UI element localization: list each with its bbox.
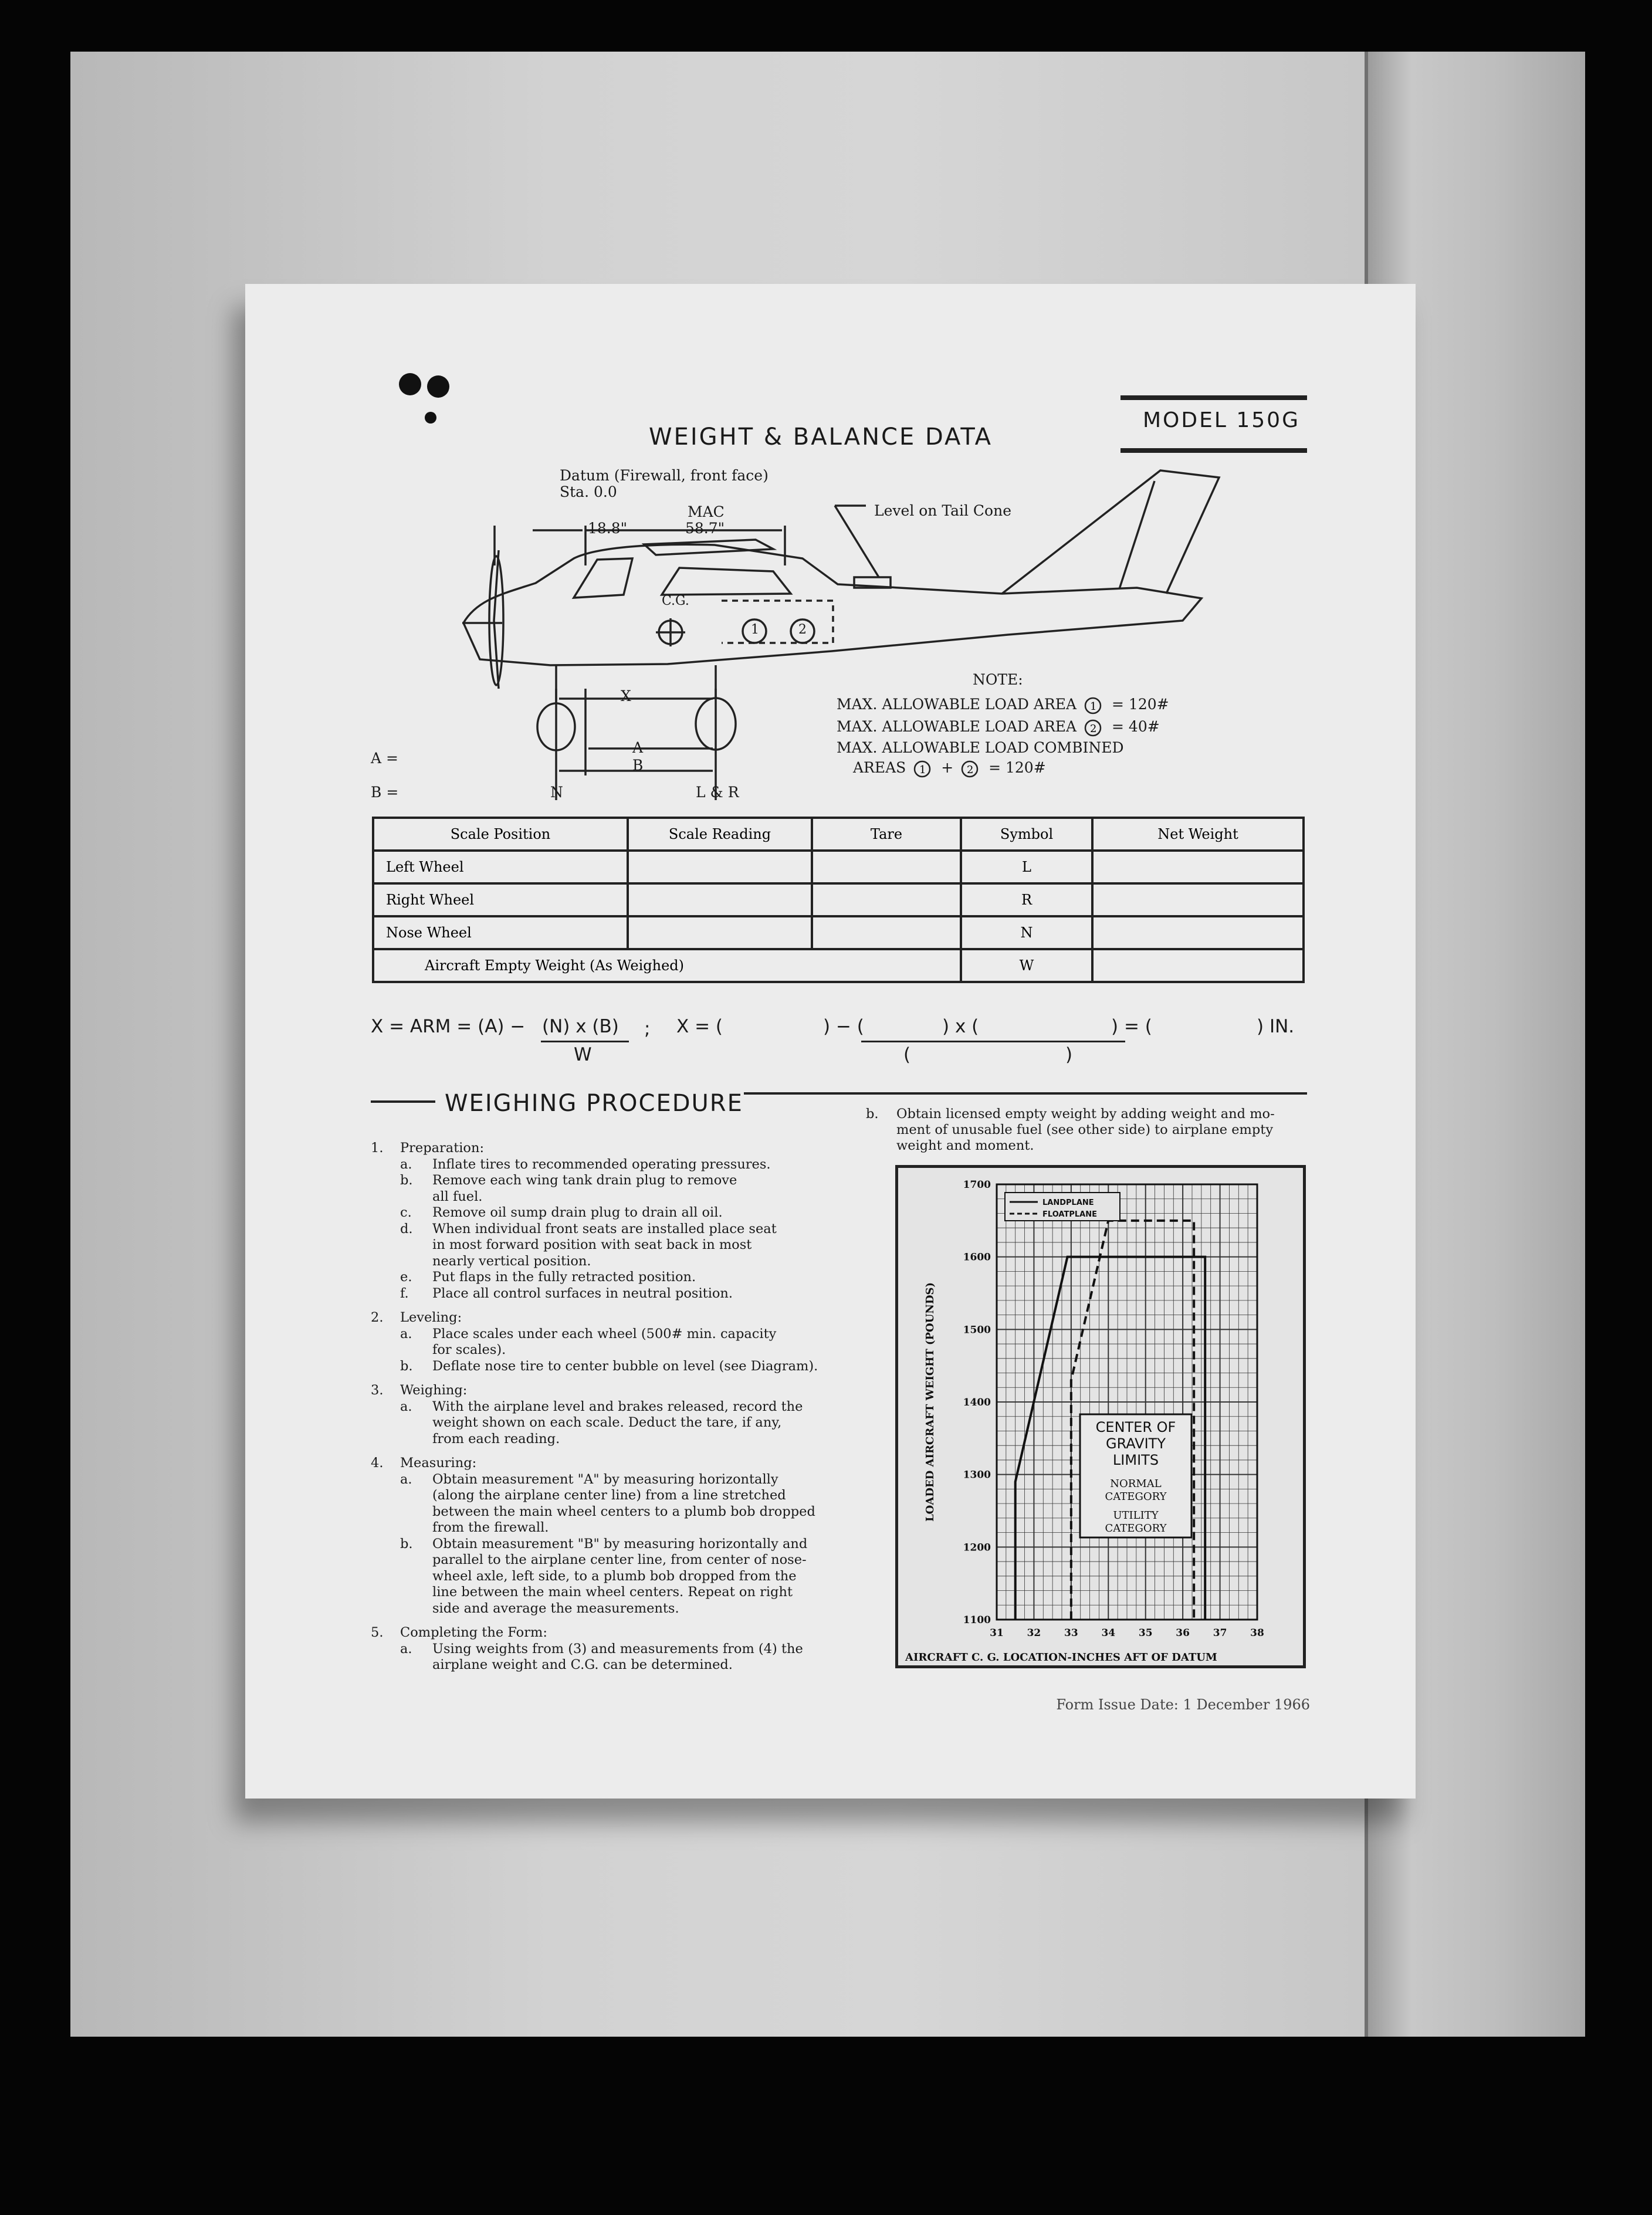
row-symbol: R: [961, 883, 1092, 916]
lr-label: L & R: [696, 784, 739, 801]
step-text: (along the airplane center line) from a line stretched: [432, 1488, 786, 1503]
step-text: wheel axle, left side, to a plumb bob dropped from the: [432, 1568, 797, 1584]
col-scale-reading: Scale Reading: [628, 818, 812, 851]
step-b-line: Obtain licensed empty weight by adding weight and mo-: [896, 1106, 1275, 1122]
formula-numerator: (N) x (B): [542, 1016, 619, 1037]
model-label: MODEL 150G: [1143, 408, 1300, 432]
total-symbol: W: [961, 949, 1092, 982]
step-text: Inflate tires to recommended operating pressures.: [432, 1156, 771, 1172]
tare-cell[interactable]: [812, 851, 961, 883]
formula-separator: ;: [644, 1018, 651, 1039]
step-text: Place scales under each wheel (500# min. capacity: [432, 1326, 777, 1342]
x-tick-label: 32: [1027, 1627, 1041, 1639]
step-text: Weighing:: [400, 1383, 468, 1398]
table-header-row: [373, 818, 1304, 851]
x-label: X: [621, 687, 631, 705]
b-label: B: [632, 757, 644, 774]
area-1-label: 1: [751, 622, 759, 637]
scale-reading-cell[interactable]: [628, 851, 812, 883]
step-number: a.: [400, 1398, 412, 1414]
cg-title-line: GRAVITY: [1106, 1435, 1166, 1452]
x-tick-label: 34: [1101, 1627, 1116, 1639]
net-weight-cell[interactable]: [1092, 883, 1304, 916]
x-tick-label: 38: [1250, 1627, 1264, 1639]
note-heading: NOTE:: [973, 671, 1023, 688]
step-number: 2.: [371, 1310, 384, 1325]
cg-limits-chart: [895, 1165, 1306, 1668]
a-field: A =: [371, 750, 398, 767]
x-tick-label: 36: [1176, 1627, 1190, 1639]
y-tick-label: 1200: [963, 1542, 991, 1554]
row-symbol: L: [961, 851, 1092, 883]
scale-reading-cell[interactable]: [628, 883, 812, 916]
airplane-diagram: [245, 284, 1416, 812]
step-number: f.: [400, 1285, 409, 1301]
note-line4: AREAS 1 + 2 = 120#: [853, 759, 1046, 776]
y-tick-label: 1700: [963, 1179, 991, 1191]
x-axis-label: AIRCRAFT C. G. LOCATION-INCHES AFT OF DATUM: [905, 1651, 1217, 1664]
table-row: [373, 916, 1304, 949]
step-number: b.: [400, 1536, 413, 1552]
step-number: a.: [400, 1156, 412, 1172]
net-weight-cell[interactable]: [1092, 851, 1304, 883]
legend-label: LANDPLANE: [1042, 1198, 1094, 1207]
table-total-row: [373, 949, 1304, 982]
step-text: Completing the Form:: [400, 1625, 547, 1640]
step-text: Deflate nose tire to center bubble on level (see Diagram).: [432, 1358, 818, 1374]
fraction-bar: [861, 1041, 1125, 1042]
datum-station: Sta. 0.0: [560, 483, 617, 500]
step-text: Measuring:: [400, 1455, 477, 1471]
formula-denominator: W: [574, 1044, 592, 1065]
step-text: side and average the measurements.: [432, 1600, 679, 1616]
svg-text:1: 1: [919, 763, 926, 776]
step-text: for scales).: [432, 1342, 506, 1357]
fraction-bar: [541, 1041, 629, 1042]
utility-category-label: CATEGORY: [1105, 1522, 1167, 1535]
step-text: Put flaps in the fully retracted position.: [432, 1269, 696, 1285]
col-scale-position: Scale Position: [373, 818, 628, 851]
divider: [744, 1092, 1307, 1095]
cg-title-line: LIMITS: [1112, 1452, 1159, 1468]
step-number: a.: [400, 1326, 412, 1342]
formula-equals: ) = (: [1111, 1016, 1152, 1037]
step-number: 4.: [371, 1455, 384, 1471]
step-number: b.: [400, 1358, 413, 1374]
total-label: Aircraft Empty Weight (As Weighed): [373, 949, 961, 982]
x-tick-label: 33: [1064, 1627, 1078, 1639]
normal-category-label: NORMAL: [1110, 1478, 1162, 1490]
col-symbol: Symbol: [961, 818, 1092, 851]
procedure-steps: [371, 1140, 875, 1703]
step-number: 3.: [371, 1383, 384, 1398]
note-line3: MAX. ALLOWABLE LOAD COMBINED: [837, 739, 1124, 756]
row-position: Left Wheel: [373, 851, 628, 883]
x-tick-label: 37: [1213, 1627, 1227, 1639]
normal-category-label: CATEGORY: [1105, 1491, 1167, 1503]
offset-value: 18.8": [588, 520, 628, 537]
area-2-label: 2: [798, 622, 807, 637]
note-line2: MAX. ALLOWABLE LOAD AREA 2 = 40#: [837, 718, 1160, 735]
level-label: Level on Tail Cone: [874, 502, 1012, 519]
page-title: WEIGHT & BALANCE DATA: [649, 424, 993, 451]
utility-category-label: UTILITY: [1113, 1509, 1159, 1522]
step-text: Using weights from (3) and measurements from (4) the: [432, 1641, 803, 1657]
step-text: nearly vertical position.: [432, 1253, 591, 1269]
weighing-table: [372, 817, 1305, 983]
col-net-weight: Net Weight: [1092, 818, 1304, 851]
step-text: Remove each wing tank drain plug to remove: [432, 1173, 737, 1188]
step-text: Place all control surfaces in neutral position.: [432, 1285, 733, 1301]
step-number: 5.: [371, 1625, 384, 1640]
step-b-marker: b.: [866, 1106, 879, 1122]
step-text: line between the main wheel centers. Repeat on right: [432, 1584, 793, 1600]
divider: [371, 1100, 435, 1103]
step-text: weight shown on each scale. Deduct the tare, if any,: [432, 1415, 782, 1430]
table-row: [373, 883, 1304, 916]
step-text: all fuel.: [432, 1188, 483, 1204]
step-text: Leveling:: [400, 1310, 462, 1325]
datum-label: Datum (Firewall, front face): [560, 467, 769, 484]
x-tick-label: 31: [990, 1627, 1004, 1639]
net-weight-cell[interactable]: [1092, 916, 1304, 949]
step-b-line: weight and moment.: [896, 1138, 1034, 1153]
step-text: from each reading.: [432, 1431, 560, 1447]
a-label: A: [632, 739, 644, 756]
legend-label: FLOATPLANE: [1042, 1210, 1097, 1219]
step-number: b.: [400, 1173, 413, 1188]
formula-times: ) x (: [942, 1016, 979, 1037]
svg-text:2: 2: [1090, 722, 1097, 735]
formula-minus: ) − (: [823, 1016, 864, 1037]
step-number: c.: [400, 1205, 412, 1220]
empty-weight-cell[interactable]: [1092, 949, 1304, 982]
step-text: When individual front seats are installed place seat: [432, 1221, 777, 1237]
step-text: Obtain measurement "A" by measuring horizontally: [432, 1471, 778, 1487]
tare-cell[interactable]: [812, 883, 961, 916]
step-text: Obtain measurement "B" by measuring horizontally and: [432, 1536, 808, 1552]
chart-svg: [898, 1168, 1303, 1665]
y-tick-label: 1400: [963, 1397, 991, 1408]
mac-value: 58.7": [685, 520, 725, 537]
y-tick-label: 1600: [963, 1251, 991, 1264]
formula-den-close: ): [1065, 1044, 1073, 1065]
n-label: N: [550, 784, 563, 801]
y-axis-label: LOADED AIRCRAFT WEIGHT (POUNDS): [924, 1282, 936, 1522]
scale-reading-cell[interactable]: [628, 916, 812, 949]
step-text: parallel to the airplane center line, from center of nose-: [432, 1552, 807, 1567]
formula-left: X = ARM = (A) −: [371, 1016, 526, 1037]
step-number: e.: [400, 1269, 412, 1285]
svg-text:2: 2: [967, 763, 974, 776]
weight-balance-sheet: [245, 284, 1416, 1799]
col-tare: Tare: [812, 818, 961, 851]
procedure-title: WEIGHING PROCEDURE: [445, 1090, 743, 1117]
step-number: d.: [400, 1221, 413, 1237]
formula-unit: ) IN.: [1257, 1016, 1295, 1037]
step-number: a.: [400, 1471, 412, 1487]
formula-den-open: (: [903, 1044, 911, 1065]
step-number: a.: [400, 1641, 412, 1657]
row-position: Right Wheel: [373, 883, 628, 916]
y-tick-label: 1100: [963, 1614, 991, 1626]
cg-label: C.G.: [662, 594, 689, 608]
table-row: [373, 851, 1304, 883]
row-position: Nose Wheel: [373, 916, 628, 949]
svg-text:1: 1: [1090, 700, 1097, 713]
step-text: Preparation:: [400, 1140, 485, 1156]
x-tick-label: 35: [1138, 1627, 1153, 1639]
mac-label: MAC: [688, 503, 725, 520]
step-text: between the main wheel centers to a plumb bob dropped: [432, 1503, 815, 1519]
step-b-line: ment of unusable fuel (see other side) to airplane empty: [896, 1122, 1274, 1137]
note-line1: MAX. ALLOWABLE LOAD AREA 1 = 120#: [837, 696, 1169, 713]
tare-cell[interactable]: [812, 916, 961, 949]
step-number: 1.: [371, 1140, 384, 1156]
y-tick-label: 1300: [963, 1469, 991, 1481]
step-text: Remove oil sump drain plug to drain all oil.: [432, 1205, 723, 1220]
cg-title-line: CENTER OF: [1095, 1419, 1176, 1435]
row-symbol: N: [961, 916, 1092, 949]
form-issue-date: Form Issue Date: 1 December 1966: [1056, 1696, 1310, 1713]
step-text: airplane weight and C.G. can be determined.: [432, 1657, 733, 1672]
formula-right-start: X = (: [676, 1016, 723, 1037]
b-field: B =: [371, 784, 399, 801]
step-text: With the airplane level and brakes released, record the: [432, 1398, 803, 1414]
step-text: from the firewall.: [432, 1520, 549, 1535]
y-tick-label: 1500: [963, 1324, 991, 1336]
step-text: in most forward position with seat back in most: [432, 1237, 752, 1252]
